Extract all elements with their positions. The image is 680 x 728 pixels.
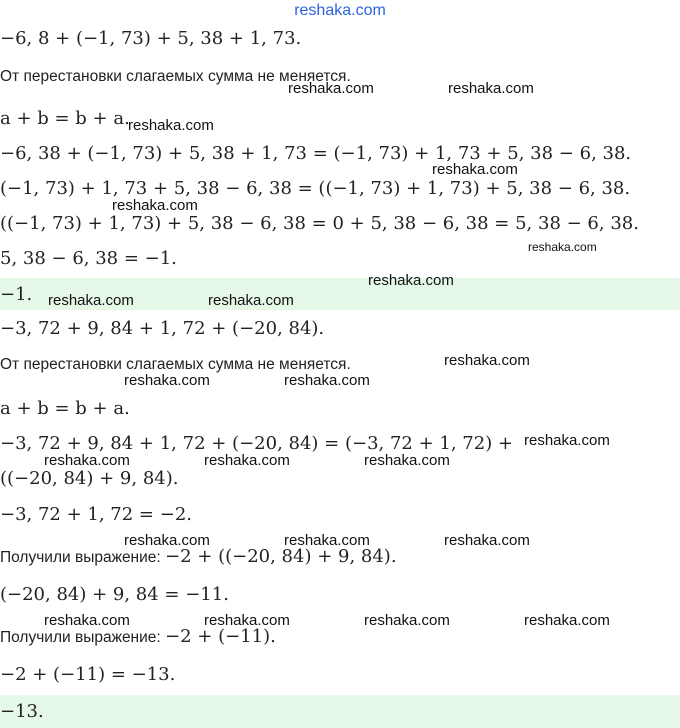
part2-got1-label: Получили выражение: bbox=[0, 549, 166, 566]
part2-answer: −13. bbox=[0, 701, 44, 722]
part2-got2-label: Получили выражение: bbox=[0, 629, 166, 646]
header-watermark: reshaka.com bbox=[294, 2, 386, 19]
watermark: reshaka.com bbox=[284, 532, 370, 549]
watermark: reshaka.com bbox=[204, 612, 290, 629]
watermark: reshaka.com bbox=[112, 197, 198, 214]
watermark: reshaka.com bbox=[124, 532, 210, 549]
part1-step2: (−1, 73) + 1, 73 + 5, 38 − 6, 38 = ((−1, 73) + 1, 73) + 5, 38 − 6, 38. bbox=[0, 178, 631, 199]
watermark: reshaka.com bbox=[284, 372, 370, 389]
part2-step1-line2: ((−20, 84) + 9, 84). bbox=[0, 468, 179, 489]
watermark: reshaka.com bbox=[448, 80, 534, 97]
part2-expression: −3, 72 + 9, 84 + 1, 72 + (−20, 84). bbox=[0, 318, 325, 339]
watermark: reshaka.com bbox=[128, 117, 214, 134]
watermark: reshaka.com bbox=[444, 352, 530, 369]
watermark: reshaka.com bbox=[44, 612, 130, 629]
watermark: reshaka.com bbox=[444, 532, 530, 549]
part1-expression: −6, 8 + (−1, 73) + 5, 38 + 1, 73. bbox=[0, 28, 302, 49]
part1-answer: −1. bbox=[0, 284, 33, 305]
part2-answer-box bbox=[0, 695, 680, 728]
part2-formula: a + b = b + a. bbox=[0, 398, 130, 419]
watermark: reshaka.com bbox=[368, 272, 454, 289]
watermark: reshaka.com bbox=[44, 452, 130, 469]
watermark: reshaka.com bbox=[364, 452, 450, 469]
part1-formula: a + b = b + a. bbox=[0, 108, 130, 129]
watermark: reshaka.com bbox=[208, 292, 294, 309]
part2-got2 bbox=[0, 626, 276, 647]
part2-step1-line1: −3, 72 + 9, 84 + 1, 72 + (−20, 84) = (−3, 72 + 1, 72) + bbox=[0, 433, 514, 454]
watermark: reshaka.com bbox=[204, 452, 290, 469]
part2-step3: (−20, 84) + 9, 84 = −11. bbox=[0, 584, 229, 605]
part1-rule-text: От перестановки слагаемых сумма не меняется. bbox=[0, 68, 351, 85]
part1-step3: ((−1, 73) + 1, 73) + 5, 38 − 6, 38 = 0 + 5, 38 − 6, 38 = 5, 38 − 6, 38. bbox=[0, 213, 639, 234]
part2-rule-text: От перестановки слагаемых сумма не меняется. bbox=[0, 356, 351, 373]
part1-step1: −6, 38 + (−1, 73) + 5, 38 + 1, 73 = (−1, 73) + 1, 73 + 5, 38 − 6, 38. bbox=[0, 143, 632, 164]
watermark: reshaka.com bbox=[364, 612, 450, 629]
watermark: reshaka.com bbox=[524, 612, 610, 629]
part2-step2: −3, 72 + 1, 72 = −2. bbox=[0, 504, 192, 525]
part2-got1 bbox=[0, 546, 397, 567]
watermark: reshaka.com bbox=[124, 372, 210, 389]
part2-step4: −2 + (−11) = −13. bbox=[0, 664, 176, 685]
part1-step4: 5, 38 − 6, 38 = −1. bbox=[0, 248, 177, 269]
watermark: reshaka.com bbox=[432, 161, 518, 178]
watermark: reshaka.com bbox=[524, 432, 610, 449]
watermark: reshaka.com bbox=[528, 240, 597, 254]
watermark: reshaka.com bbox=[288, 80, 374, 97]
part2-got1-expr: −2 + ((−20, 84) + 9, 84). bbox=[165, 546, 397, 567]
watermark: reshaka.com bbox=[48, 292, 134, 309]
part2-got2-expr: −2 + (−11). bbox=[165, 626, 276, 647]
